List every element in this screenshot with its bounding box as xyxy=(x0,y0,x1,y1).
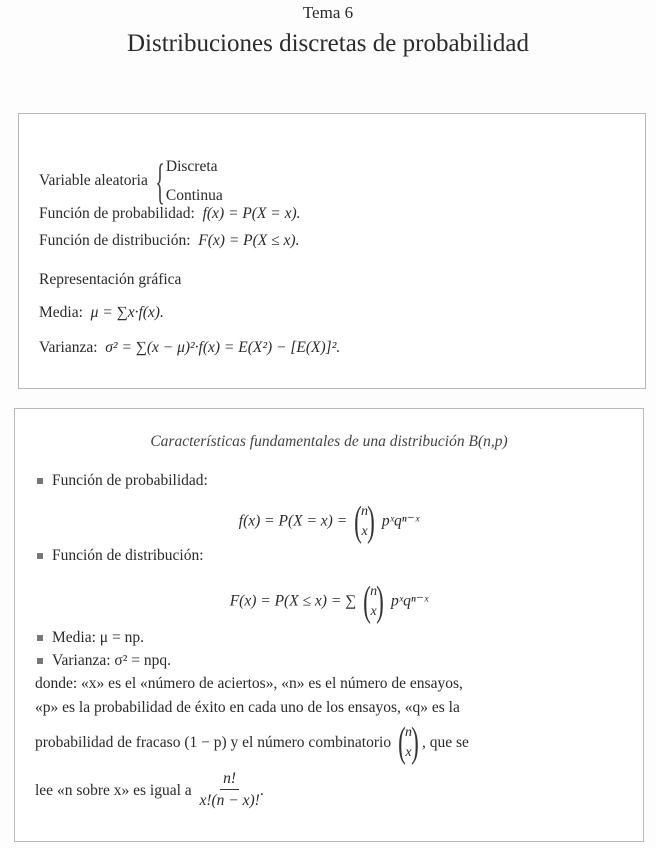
formula: f(x) = P(X = x). xyxy=(202,205,301,222)
label: Media: μ = np. xyxy=(52,629,144,646)
bullet-icon xyxy=(37,553,43,559)
bullet-probability-function xyxy=(37,472,208,490)
variable-label: Variable aleatoria xyxy=(39,172,148,189)
paragraph-line-2: «p» es la probabilidad de éxito en cada uno de los ensayos, «q» es la xyxy=(35,699,460,716)
label: Función de distribución: xyxy=(39,232,191,249)
formula: σ² = ∑(x − μ)²·f(x) = E(X²) − [E(X)]². xyxy=(105,339,341,356)
bullet-variance xyxy=(37,652,171,670)
graphical-representation: Representación gráfica xyxy=(39,271,182,288)
binom-bottom: x xyxy=(405,745,412,760)
binom-top: n xyxy=(361,504,369,519)
label: Varianza: xyxy=(39,339,98,356)
binomial-coefficient: ( n x ) xyxy=(398,720,419,766)
random-variable-classification xyxy=(39,152,223,210)
binomial-coefficient: ( n x ) xyxy=(363,579,384,625)
brace-icon: { xyxy=(155,153,165,209)
binomial-cdf-formula xyxy=(15,581,643,623)
bullet-icon xyxy=(37,658,43,664)
fraction xyxy=(199,769,259,812)
binom-bottom: x xyxy=(361,524,368,539)
bullet-distribution-function xyxy=(37,547,204,565)
formula-lhs: f(x) = P(X = x) = xyxy=(238,512,348,530)
chapter-label: Tema 6 xyxy=(302,3,354,22)
text: , que se xyxy=(421,734,469,751)
numerator: n! xyxy=(220,769,239,790)
label: Función de probabilidad: xyxy=(39,205,195,222)
formula: μ = ∑x·f(x). xyxy=(90,304,164,321)
formula-rhs: pˣqⁿ⁻ˣ xyxy=(381,512,420,530)
binom-bottom: x xyxy=(370,604,377,619)
formula-lhs: F(x) = P(X ≤ x) = ∑ xyxy=(229,592,357,610)
denominator: x!(n − x)! xyxy=(199,792,260,809)
binomial-heading: Características fundamentales de una distribución B(n,p) xyxy=(150,433,508,450)
paragraph-line-3 xyxy=(35,722,469,764)
page-title: Distribuciones discretas de probabilidad xyxy=(127,30,529,57)
binomial-pmf-formula xyxy=(15,501,643,543)
label: Función de probabilidad: xyxy=(52,472,208,489)
label: Función de distribución: xyxy=(52,547,204,564)
bullet-mean xyxy=(37,629,144,647)
binomial-coefficient: ( n x ) xyxy=(354,499,375,545)
distribution-function xyxy=(39,232,299,250)
binom-top: n xyxy=(404,725,412,740)
formula: F(x) = P(X ≤ x). xyxy=(198,232,300,249)
paragraph-line-1: donde: «x» es el «número de aciertos», «n» es el número de ensayos, xyxy=(35,675,463,692)
text: . xyxy=(259,781,264,799)
binomial-box xyxy=(14,408,644,842)
formula-rhs: pˣqⁿ⁻ˣ xyxy=(390,592,429,610)
type-discrete: Discreta xyxy=(165,158,218,175)
definitions-box xyxy=(18,113,646,389)
binom-top: n xyxy=(370,584,378,599)
mean xyxy=(39,304,164,322)
text: probabilidad de fracaso (1 − p) y el número combinatorio xyxy=(35,734,392,751)
paragraph-line-4 xyxy=(35,769,264,812)
label: Varianza: σ² = npq. xyxy=(52,652,172,669)
bullet-icon xyxy=(37,478,43,484)
bullet-icon xyxy=(37,635,43,641)
type-continuous: Continua xyxy=(165,187,223,204)
label: Media: xyxy=(39,304,83,321)
text: lee «n sobre x» es igual a xyxy=(35,781,192,799)
variance xyxy=(39,339,340,357)
probability-function xyxy=(39,205,301,223)
